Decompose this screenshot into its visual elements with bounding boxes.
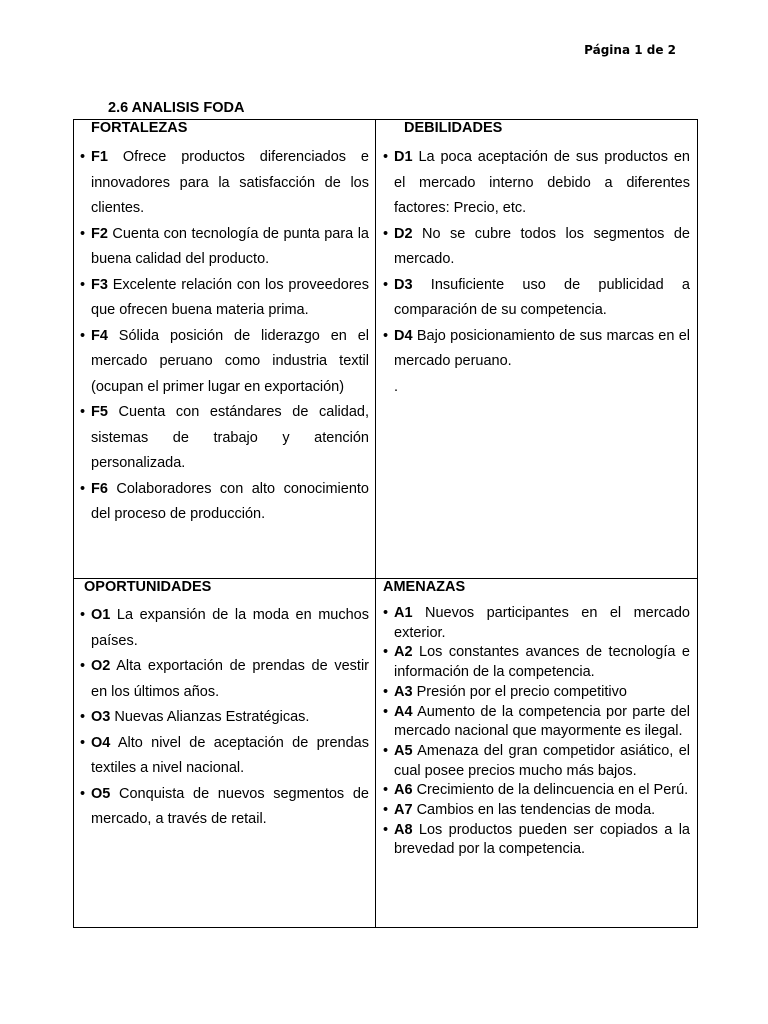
oportunidades-header: OPORTUNIDADES	[84, 579, 212, 595]
list-item: • A5 Amenaza del gran competidor asiático, el cual posee precios mucho más bajos.	[394, 742, 690, 781]
list-item: • F2 Cuenta con tecnología de punta para la buena calidad del producto.	[91, 222, 369, 273]
amenazas-list	[376, 604, 697, 860]
section-title: 2.6 ANALISIS FODA	[108, 100, 245, 116]
debilidades-cell	[376, 120, 698, 579]
list-item: • A3 Presión por el precio competitivo	[394, 683, 690, 703]
page-number: Página 1 de 2	[584, 43, 676, 57]
list-item: • F1 Ofrece productos diferenciados e innovadores para la satisfacción de los clientes.	[91, 145, 369, 222]
list-item: • D1 La poca aceptación de sus productos en el mercado interno debido a diferentes factores: Precio, etc.	[394, 145, 690, 222]
debilidades-header: DEBILIDADES	[404, 120, 503, 136]
list-item: • O2 Alta exportación de prendas de vestir en los últimos años.	[91, 654, 369, 705]
list-item: • F3 Excelente relación con los proveedores que ofrecen buena materia prima.	[91, 273, 369, 324]
list-item: • O5 Conquista de nuevos segmentos de mercado, a través de retail.	[91, 782, 369, 833]
list-item: • D4 Bajo posicionamiento de sus marcas en el mercado peruano.	[394, 324, 690, 375]
list-item: • D2 No se cubre todos los segmentos de mercado.	[394, 222, 690, 273]
list-item: • F6 Colaboradores con alto conocimiento del proceso de producción.	[91, 477, 369, 528]
fortalezas-header: FORTALEZAS	[91, 120, 188, 136]
oportunidades-list	[74, 603, 375, 833]
list-item: • F4 Sólida posición de liderazgo en el mercado peruano como industria textil (ocupan el primer lugar en exportación)	[91, 324, 369, 401]
fortalezas-list	[74, 145, 375, 528]
list-item: • D3 Insuficiente uso de publicidad a comparación de su competencia.	[394, 273, 690, 324]
list-item: • F5 Cuenta con estándares de calidad, sistemas de trabajo y atención personalizada.	[91, 400, 369, 477]
list-item: • O1 La expansión de la moda en muchos países.	[91, 603, 369, 654]
fortalezas-cell	[74, 120, 376, 579]
amenazas-header: AMENAZAS	[383, 579, 466, 595]
list-item: • A8 Los productos pueden ser copiados a la brevedad por la competencia.	[394, 821, 690, 860]
list-item: • A1 Nuevos participantes en el mercado exterior.	[394, 604, 690, 643]
list-item: • A2 Los constantes avances de tecnología e información de la competencia.	[394, 643, 690, 682]
amenazas-cell	[376, 579, 698, 928]
debilidades-list	[376, 145, 697, 375]
foda-table	[73, 119, 698, 928]
list-item: • O3 Nuevas Alianzas Estratégicas.	[91, 705, 369, 731]
list-item: • A7 Cambios en las tendencias de moda.	[394, 801, 690, 821]
list-item: • A4 Aumento de la competencia por parte del mercado nacional que mayormente es ilegal.	[394, 703, 690, 742]
list-item: • O4 Alto nivel de aceptación de prendas textiles a nivel nacional.	[91, 731, 369, 782]
list-item: • A6 Crecimiento de la delincuencia en el Perú.	[394, 781, 690, 801]
trailing-dot: .	[394, 378, 399, 395]
oportunidades-cell	[74, 579, 376, 928]
